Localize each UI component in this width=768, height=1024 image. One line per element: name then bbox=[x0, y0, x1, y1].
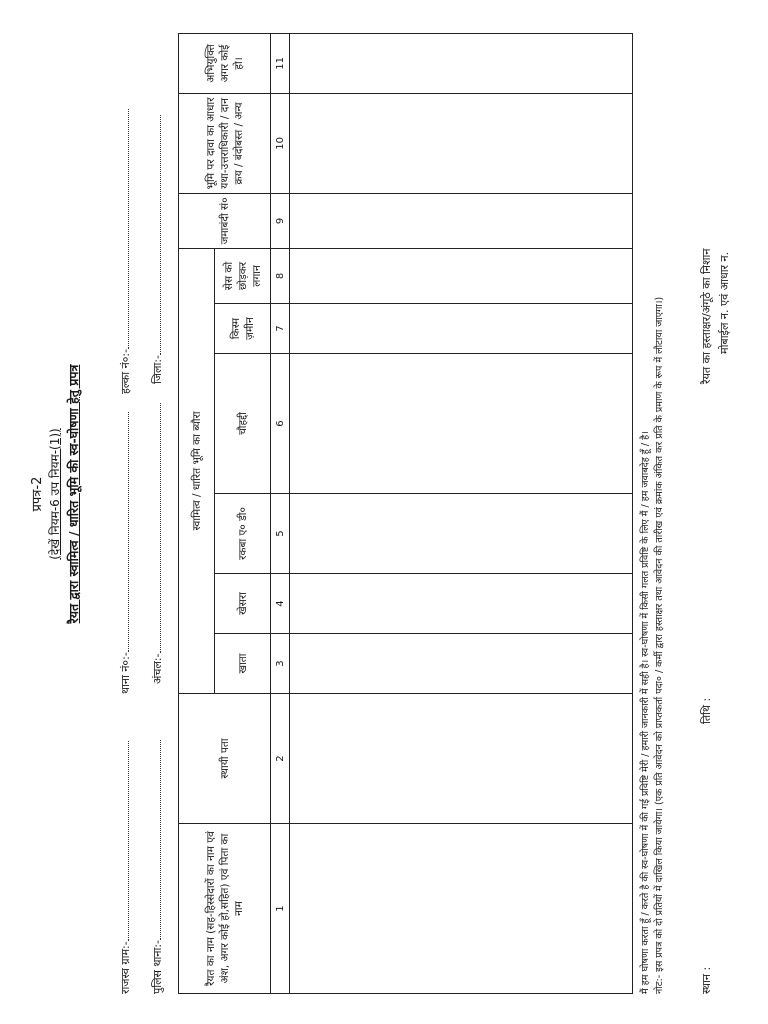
form-number: प्रपत्र-2 bbox=[30, 476, 45, 512]
col-claim-basis: भूमि पर दावा का आधार यथा-उत्तराधिकारी / दान क्रय / बंदोबस्त / अन्य bbox=[179, 93, 271, 193]
column-number: 11 bbox=[271, 33, 290, 93]
column-number: 6 bbox=[271, 354, 290, 494]
revenue-village-label: राजस्व ग्राम:- bbox=[119, 941, 132, 994]
column-number: 4 bbox=[271, 574, 290, 634]
boundary-cell[interactable] bbox=[290, 354, 633, 494]
mobile-aadhaar-label: मोबाईल न. एवं आधार न. bbox=[718, 251, 731, 354]
column-number: 2 bbox=[271, 694, 290, 824]
col-boundary: चौहद्दी bbox=[215, 354, 271, 494]
column-number: 3 bbox=[271, 634, 290, 694]
rule-reference: (देखें नियम-6 उप नियम-(1)) bbox=[48, 428, 62, 560]
col-jamabandi: जमाबंदी सं० bbox=[179, 193, 271, 248]
halka-no-label: हल्का नं०:- bbox=[119, 348, 132, 394]
declaration-text: मैं हम घोषणा करता हूँ / करते है की स्व-घोषणा में की गई प्रविष्टि मेरी / हमारी जानकारी में सही है। स्व-घोषणा में किसी गलत प्रविष्टि के लिए मैं / हम जवाबदेह हूँ / है। bbox=[640, 431, 651, 994]
khata-cell[interactable] bbox=[290, 634, 633, 694]
land-details-group-header: स्वामित्व / धारित भूमि का ब्यौरा bbox=[179, 248, 215, 693]
thana-no-label: थाना नं०:- bbox=[119, 652, 132, 694]
halka-no-field[interactable] bbox=[118, 109, 133, 394]
address-cell[interactable] bbox=[290, 694, 633, 824]
col-raiyat-name: रैयत का नाम (सह-हिस्सेदारों का नाम एवं अंश, अगर कोई हो,सहित) एवं पिता का नाम bbox=[179, 824, 271, 994]
anchal-field[interactable] bbox=[150, 403, 165, 684]
district-label: जिला:- bbox=[151, 355, 164, 384]
anchal-label: अंचल:- bbox=[151, 653, 164, 684]
col-khesra: खेसरा bbox=[215, 574, 271, 634]
date-label: तिथि : bbox=[700, 697, 713, 724]
jamabandi-cell[interactable] bbox=[290, 193, 633, 248]
column-number: 7 bbox=[271, 304, 290, 354]
column-number: 8 bbox=[271, 248, 290, 303]
column-number-row bbox=[271, 33, 290, 993]
col-remarks: अभियुक्ति अगर कोई हो। bbox=[179, 33, 271, 93]
col-permanent-address: स्थायी पता bbox=[179, 694, 271, 824]
column-number: 5 bbox=[271, 494, 290, 574]
entry-row bbox=[290, 33, 633, 993]
col-land-type: किस्म ज़मीन bbox=[215, 304, 271, 354]
land-type-cell[interactable] bbox=[290, 304, 633, 354]
khesra-cell[interactable] bbox=[290, 574, 633, 634]
note-text: नोट:- इस प्रपत्र को दो प्रतियों में दाखिल किया जायेगा। (एक प्रति आवेदन को प्राप्तकर्ता पदा० / कर्मी द्वारा हस्ताक्षर तथा आवेदन की तारीख एवं क्रमांक अंकित कर प्रति के प्रमाण के रूप में लौटाया जाएगा।) bbox=[654, 296, 665, 994]
col-rent-excluding-cess: सेस को छोड़कर लगान bbox=[215, 248, 271, 303]
column-number: 1 bbox=[271, 824, 290, 994]
col-area: रकबा ए० डी० bbox=[215, 494, 271, 574]
area-cell[interactable] bbox=[290, 494, 633, 574]
form-title: रैयत द्वारा स्वामित्व / धारित भूमि की स्व-घोषणा हेतु प्रपत्र bbox=[66, 364, 81, 624]
revenue-village-field[interactable] bbox=[118, 741, 133, 994]
column-number: 9 bbox=[271, 193, 290, 248]
remarks-cell[interactable] bbox=[290, 33, 633, 93]
raiyat-name-cell[interactable] bbox=[290, 824, 633, 994]
place-label: स्थान : bbox=[700, 966, 713, 994]
land-details-table bbox=[178, 33, 633, 994]
district-field[interactable] bbox=[150, 115, 165, 384]
police-station-field[interactable] bbox=[150, 740, 165, 994]
col-khata: खाता bbox=[215, 634, 271, 694]
claim-basis-cell[interactable] bbox=[290, 93, 633, 193]
column-number: 10 bbox=[271, 93, 290, 193]
signature-label: रैयत का हस्ताक्षर/अंगूठे का निशान bbox=[700, 248, 713, 384]
rent-cell[interactable] bbox=[290, 248, 633, 303]
police-station-label: पुलिस थाना:- bbox=[151, 940, 164, 994]
thana-no-field[interactable] bbox=[118, 412, 133, 694]
